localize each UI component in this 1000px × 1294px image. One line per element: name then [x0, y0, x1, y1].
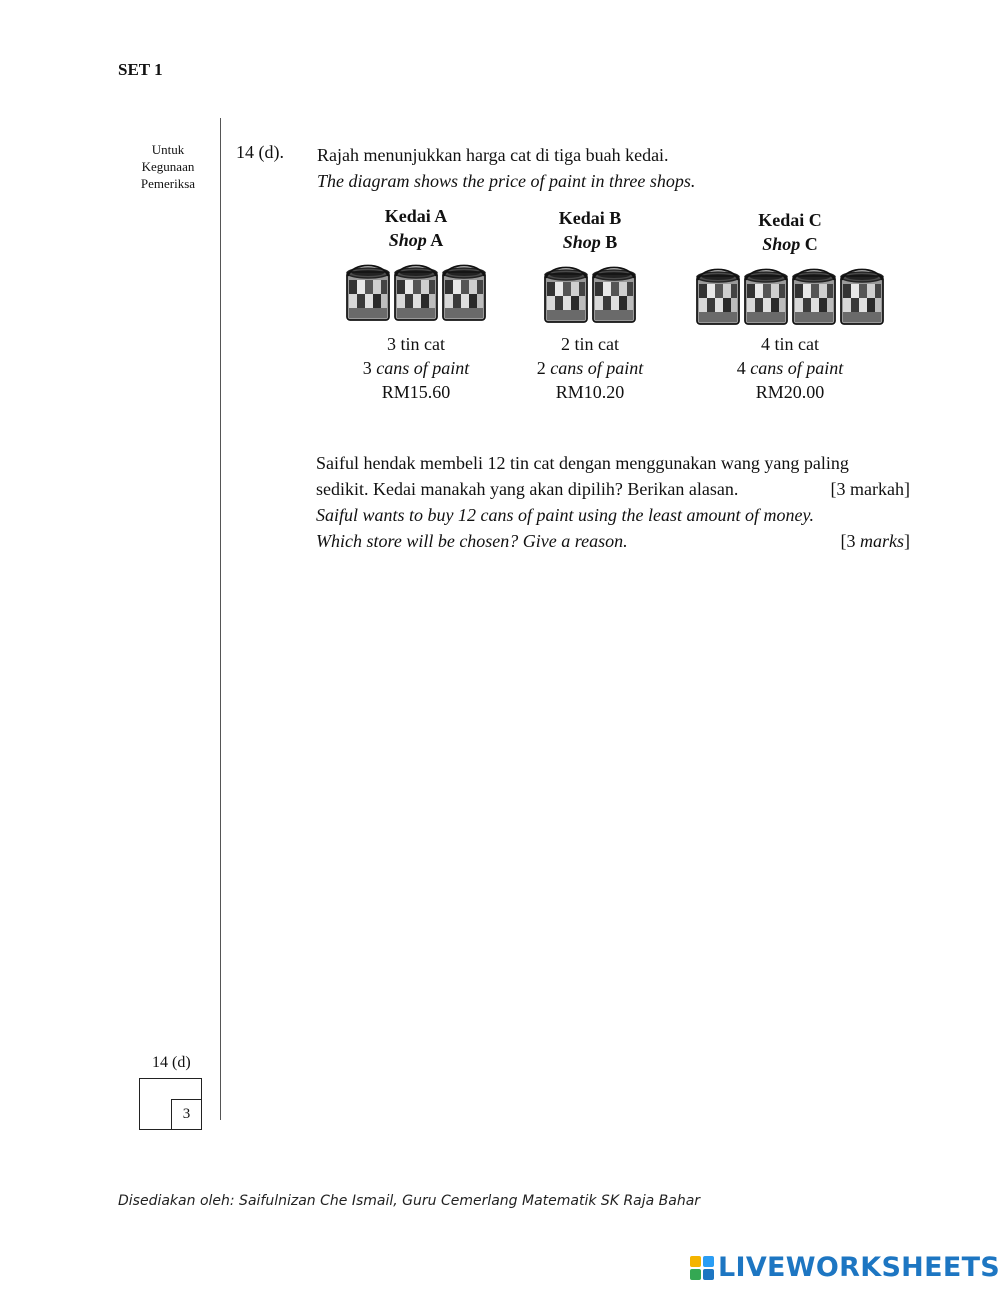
shop-a-letter: A	[430, 230, 444, 250]
paint-can-icon	[440, 264, 488, 324]
shop-b-name-ms: Kedai B	[558, 208, 622, 228]
score-box-label: 14 (d)	[152, 1054, 191, 1071]
paint-can-icon	[790, 268, 838, 328]
score-box	[139, 1078, 202, 1130]
shop-b-price: RM10.20	[555, 382, 625, 402]
shop-c-word: Shop	[762, 234, 801, 254]
task-paragraph	[316, 450, 910, 554]
question-number: 14 (d).	[236, 142, 284, 162]
shop-b-word: Shop	[562, 232, 601, 252]
footer-credit: Disediakan oleh: Saifulnizan Che Ismail, Guru Cemerlang Matematik SK Raja Bahar	[118, 1193, 701, 1209]
shop-b-count-en-text: cans of paint	[550, 358, 644, 378]
task-en-marks	[841, 528, 911, 554]
paint-can-icon	[344, 264, 392, 324]
paint-can-icon	[392, 264, 440, 324]
shop-a	[336, 204, 496, 404]
task-en-marks-close: ]	[904, 531, 910, 551]
shop-b-info	[520, 332, 660, 404]
shop-c-name-en	[690, 232, 890, 256]
shop-c-count-en	[690, 356, 890, 380]
logo-block-3	[690, 1269, 701, 1280]
shop-a-count-num: 3	[362, 358, 372, 378]
shop-a-price: RM15.60	[381, 382, 451, 402]
examiner-line-1: Untuk	[151, 142, 185, 157]
paint-cans-c	[690, 268, 890, 330]
paint-can-icon	[542, 266, 590, 326]
score-box-max-mark: 3	[171, 1099, 202, 1130]
paint-cans-b	[520, 266, 660, 328]
shop-a-info	[336, 332, 496, 404]
shop-c-name-ms: Kedai C	[758, 210, 822, 230]
paint-can-icon	[694, 268, 742, 328]
shop-c	[690, 208, 890, 404]
paint-can-icon	[742, 268, 790, 328]
shop-b-name-en	[520, 230, 660, 254]
shop-c-info	[690, 332, 890, 404]
examiner-line-3: Pemeriksa	[140, 176, 196, 191]
shop-a-name-ms: Kedai A	[384, 206, 448, 226]
logo-block-1	[690, 1256, 701, 1267]
shop-c-count-num: 4	[736, 358, 746, 378]
shop-c-price: RM20.00	[755, 382, 825, 402]
shop-c-letter: C	[804, 234, 818, 254]
task-en-line-1: Saiful wants to buy 12 cans of paint using the least amount of money.	[316, 505, 814, 525]
logo-block-4	[703, 1269, 714, 1280]
shop-c-count-en-text: cans of paint	[750, 358, 844, 378]
task-ms-marks: [3 markah]	[830, 479, 910, 499]
shop-a-word: Shop	[388, 230, 427, 250]
paint-can-icon	[838, 268, 886, 328]
shop-a-name-en	[336, 228, 496, 252]
shop-a-count-en-text: cans of paint	[376, 358, 470, 378]
shop-c-count-ms: 4 tin cat	[761, 334, 819, 354]
question-intro	[317, 142, 917, 194]
task-en-marks-open: [3	[840, 531, 860, 551]
task-en-line-2: Which store will be chosen? Give a reason.	[316, 531, 628, 551]
task-ms-line-1: Saiful hendak membeli 12 tin cat dengan menggunakan wang yang paling	[316, 453, 849, 473]
shop-b-count-num: 2	[536, 358, 546, 378]
logo-block-2	[703, 1256, 714, 1267]
intro-malay: Rajah menunjukkan harga cat di tiga buah kedai.	[317, 145, 669, 165]
shop-b	[520, 206, 660, 404]
examiner-line-2: Kegunaan	[141, 159, 195, 174]
shop-b-count-en	[520, 356, 660, 380]
shop-b-letter: B	[605, 232, 618, 252]
shop-a-count-ms: 3 tin cat	[387, 334, 445, 354]
examiner-use-label	[128, 141, 208, 192]
margin-divider	[220, 118, 221, 1120]
paint-can-icon	[590, 266, 638, 326]
set-label: SET 1	[118, 60, 163, 79]
paint-cans-a	[336, 264, 496, 326]
task-en-row-2	[316, 528, 910, 554]
shop-a-count-en	[336, 356, 496, 380]
task-ms-line-2: sedikit. Kedai manakah yang akan dipilih? Berikan alasan.	[316, 479, 739, 499]
task-en-marks-word: marks	[860, 531, 904, 551]
shop-b-count-ms: 2 tin cat	[561, 334, 619, 354]
liveworksheets-logo[interactable]	[690, 1252, 1000, 1283]
logo-blocks-icon	[690, 1256, 714, 1280]
task-ms-row-2	[316, 476, 910, 502]
intro-english: The diagram shows the price of paint in three shops.	[317, 171, 696, 191]
logo-text: LIVEWORKSHEETS	[718, 1252, 1000, 1283]
